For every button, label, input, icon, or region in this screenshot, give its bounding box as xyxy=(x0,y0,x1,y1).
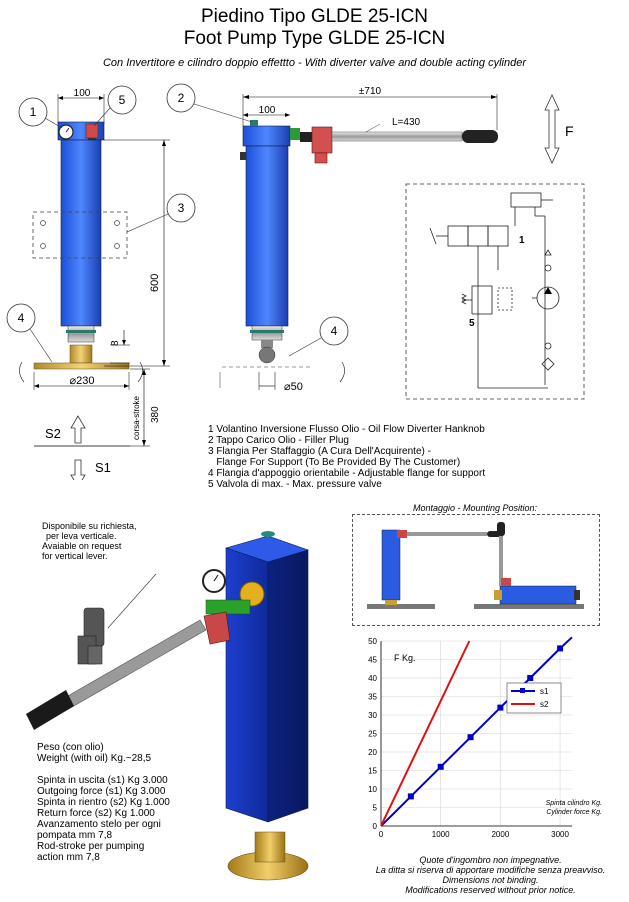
left-height-dimension: 600 xyxy=(149,273,161,292)
spec-rod-en-2: action mm 7,8 xyxy=(37,852,100,863)
s1-label: S1 xyxy=(95,460,111,475)
stroke-dimension: 380 xyxy=(150,406,161,423)
note-line-3: Dimensions not binding. xyxy=(442,875,539,885)
chart-ytick-label: 45 xyxy=(368,655,377,665)
chart-legend-s2: s2 xyxy=(540,700,549,709)
spec-outgoing-it: Spinta in uscita (s1) Kg 3.000 xyxy=(37,775,168,786)
chart-ytick-label: 20 xyxy=(368,748,377,757)
vertical-lever-note: Disponibile su richiesta, per leva verticale. Avaiable on request for vertical lever. xyxy=(42,521,137,561)
lever-length: L=430 xyxy=(392,117,421,128)
chart-legend xyxy=(507,683,561,713)
callout-2: 2 xyxy=(177,91,185,105)
force-chart xyxy=(350,630,629,855)
chart-xtick-label: 3000 xyxy=(551,830,569,839)
chart-xtick-label: 1000 xyxy=(431,830,450,839)
note-line-2: La ditta si riserva di apportare modifiche senza preavviso. xyxy=(375,865,606,875)
callout-4-right: 4 xyxy=(330,324,338,338)
legend-item-4: 4 Flangia d'appoggio orientabile - Adjustable flange for support xyxy=(208,468,486,479)
legend-item-3: 3 Flangia Per Staffaggio (A Cura Dell'Acquirente) - xyxy=(208,446,431,457)
chart-xlabel-line-2: Cylinder force Kg. xyxy=(546,809,602,816)
chart-ytick-label: 10 xyxy=(368,785,377,794)
right-width-dimension: 100 xyxy=(258,105,276,116)
chart-point-s1 xyxy=(527,675,533,681)
legend-item-3b: Flange For Support (To Be Provided By The Customer) xyxy=(208,457,461,468)
chart-point-s1 xyxy=(557,645,563,651)
legend-item-1: 1 Volantino Inversione Flusso Olio - Oil Flow Diverter Hanknob xyxy=(208,424,485,435)
schematic-label-1: 1 xyxy=(519,235,525,246)
callout-1: 1 xyxy=(29,105,37,119)
chart-point-s1 xyxy=(408,793,414,799)
chart-ytick-label: 35 xyxy=(368,692,377,702)
chart-ytick-label: 40 xyxy=(368,674,377,683)
spec-weight-en: Weight (with oil) Kg.~28,5 xyxy=(37,753,152,764)
chart-point-s1 xyxy=(497,705,503,711)
chart-ytick-label: 15 xyxy=(368,766,377,776)
chart-xlabel-line-1: Spinta cilindro Kg. xyxy=(545,800,602,807)
force-arrow-icon xyxy=(545,95,559,163)
spec-outgoing-en: Outgoing force (s1) Kg 3.000 xyxy=(37,786,166,797)
legend-item-2: 2 Tappo Carico Olio - Filler Plug xyxy=(208,435,349,446)
chart-xtick-label: 2000 xyxy=(491,830,510,839)
spec-rod-it-1: Avanzamento stelo per ogni xyxy=(37,819,161,830)
s1-arrow-icon xyxy=(71,460,85,480)
note-line-1: Quote d'ingombro non impegnative. xyxy=(419,855,562,865)
stroke-label: corsa-stroke xyxy=(132,395,141,440)
spec-weight-it: Peso (con olio) xyxy=(37,742,104,753)
subtitle: Con Invertitore e cilindro doppio effettto - With diverter valve and double acting cylinder xyxy=(102,57,527,69)
callout-5: 5 xyxy=(118,93,126,107)
force-label: F xyxy=(565,123,574,139)
mounting-title: Montaggio - Mounting Position: xyxy=(352,503,598,513)
chart-legend-s1: s1 xyxy=(540,687,549,696)
left-width-dimension: 100 xyxy=(73,88,91,99)
chart-ytick-label: 0 xyxy=(372,822,377,831)
chart-ytick-label: 50 xyxy=(368,637,377,646)
title-italian: Piedino Tipo GLDE 25-ICN xyxy=(200,6,429,27)
title-english: Foot Pump Type GLDE 25-ICN xyxy=(183,28,446,49)
mounting-illustration xyxy=(352,514,598,624)
s2-arrow-icon xyxy=(71,416,85,443)
right-total-dimension: ±710 xyxy=(358,86,382,97)
chart-point-s1 xyxy=(438,764,444,770)
s2-label: S2 xyxy=(45,426,61,441)
chart-series xyxy=(381,637,572,826)
chart-ytick-label: 30 xyxy=(368,711,377,720)
chart-point-s1 xyxy=(468,734,474,740)
chart-ylabel: F Kg. xyxy=(394,653,416,663)
callout-4-left: 4 xyxy=(17,311,25,325)
left-base-diameter: ⌀230 xyxy=(69,375,95,387)
note-line-4: Modifications reserved without prior notice. xyxy=(405,885,576,895)
left-8-dimension: 8 xyxy=(110,340,121,346)
chart-ytick-label: 5 xyxy=(372,803,377,813)
spec-return-it: Spinta in rientro (s2) Kg 1.000 xyxy=(37,797,170,808)
schematic-label-5: 5 xyxy=(469,318,475,329)
vertical-lever-part xyxy=(78,608,104,664)
callout-3: 3 xyxy=(177,201,185,215)
spec-rod-en-1: Rod-stroke per pumping xyxy=(37,841,145,852)
diverter-knob-icon xyxy=(86,124,98,138)
ball-diameter: ⌀50 xyxy=(284,381,303,393)
legend-item-5: 5 Valvola di max. - Max. pressure valve xyxy=(208,479,382,490)
chart-ytick-label: 25 xyxy=(368,729,377,739)
chart-xtick-label: 0 xyxy=(378,830,384,839)
spec-return-en: Return force (s2) Kg 1.000 xyxy=(37,808,155,819)
spec-rod-it-2: pompata mm 7,8 xyxy=(37,830,113,841)
